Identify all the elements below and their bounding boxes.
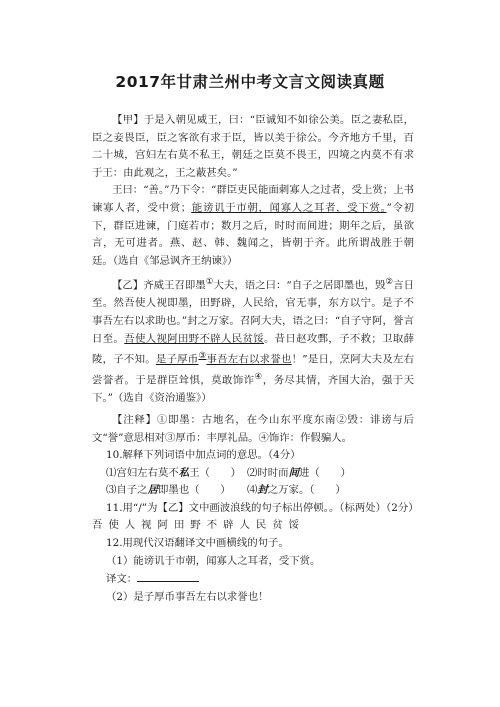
yi-text-a: 【乙】齐威王召即墨 [112, 279, 206, 292]
yi-text-f: ，务尽其情，齐国大治，强于天下。”（选自《资治通鉴》） [92, 374, 415, 405]
q10-item-1-pre: ⑴宫妇左右莫不 [106, 466, 179, 479]
q10-item-2-key: 间 [288, 466, 299, 479]
q10-stem: 10.解释下列词语中加点词的意思。（4分） [106, 449, 301, 462]
jia-p2-text-b: ”令初下，群臣进谏，门庭若市；数月之后，时时而间进；期年之后，虽欲言，无可进者。燕、赵、韩、魏闻之，皆朝于齐。此所谓战胜于朝廷。（选自《邹忌讽齐王纳谏》） [92, 201, 414, 267]
yi-text-c: 言日至。然吾使人视即墨，田野辟，人民给，官无事，东方以宁。是子不事吾左右以求助也。”封之万家。召阿大夫，语之曰：“自子守阿，誉言日至。 [92, 279, 415, 345]
yi-wavy-sentence: 吾使人视阿田野不辟人民贫馁 [124, 332, 264, 345]
passage-yi [92, 274, 414, 408]
q12-sentence-2: （2）是子厚币事吾左右以求誉也！ [106, 590, 269, 603]
q10-item-3 [92, 482, 247, 500]
yi-text-b: 大夫，语之曰：“自子之居即墨也，毁 [213, 279, 386, 292]
q10-item-2-post: 进（ ） [298, 466, 351, 479]
passage-jia-para2 [92, 182, 414, 270]
translation-label: 译文： [106, 573, 138, 586]
yi-underlined-part-2: 事吾左右以求誉也 [206, 353, 292, 366]
q12-sentence-1: （1）能谤讥于市朝，闻寡人之耳者，受下赏。 [106, 554, 321, 567]
q11-stem: 11.用“/”为【乙】文中画波浪线的句子标出停顿。。（标两处）（2分） [106, 501, 419, 514]
yi-underlined-part-1: 是子厚币 [155, 353, 199, 366]
notes: 【注释】①即墨：古地名，在今山东平度东南②毁：诽谤与后文“誉”意思相对③厚币：丰厚礼品。④饰诈：作假骗人。 [92, 413, 414, 444]
document-body [92, 112, 419, 606]
q10-item-4-pre: ⑷ [247, 484, 258, 497]
q10-item-1-key: 私 [178, 466, 190, 479]
q10-item-2 [247, 465, 351, 483]
q10-item-4-key: 封 [257, 484, 268, 497]
jia-p2-text-a: 王曰：“善。”乃下令：“群臣吏民能面刺寡人之过者，受上赏；上书谏寡人者，受中赏； [92, 184, 414, 214]
q10-item-1-post: 王（ ） [189, 466, 242, 479]
q10-item-4-post: 之万家。（ ） [267, 484, 346, 497]
q10-item-3-post: 即墨也（ ） [157, 484, 231, 497]
page-title: 2017年甘肃兰州中考文言文阅读真题 [115, 73, 385, 91]
jia-underlined-sentence: 能谤讥于市朝，闻寡人之耳者，受下赏。 [191, 201, 387, 214]
note-marker-1: ① [205, 277, 214, 288]
q11-sentence: 吾使人视阿田野不辟人民贫馁 [92, 519, 306, 532]
q10-item-3-key: 居 [147, 484, 158, 497]
yi-text-d: 。昔日赵攻鄄，子不救；卫取薛陵，子不知。 [92, 332, 415, 366]
q10-item-2-pre: ⑵时时而 [247, 466, 289, 479]
q10-item-1 [92, 465, 247, 483]
q10-item-3-pre: ⑶自子之 [106, 484, 148, 497]
q12-stem: 12.用现代汉语翻译文中画横线的句子。 [106, 537, 289, 550]
yi-text-e: ！”是日，烹阿大夫及左右尝誉者。于是群臣耸惧，莫敢饰诈 [92, 353, 415, 387]
q10-row-2 [92, 482, 414, 500]
note-marker-4: ④ [254, 372, 263, 383]
note-marker-2: ② [385, 277, 394, 288]
q12-translation-line [92, 570, 414, 589]
note-marker-3: ③ [198, 351, 207, 362]
translation-blank[interactable] [137, 570, 199, 582]
q10-item-4 [247, 482, 346, 500]
passage-jia-para1: 【甲】于是入朝见威王，曰：“臣诚知不如徐公美。臣之妻私臣，臣之妾畏臣，臣之客欲有求于臣，皆以美于徐公。今齐地方千里，百二十城，宫妇左右莫不私王，朝廷之臣莫不畏王，四境之内莫不有求于王：由此观之，王之蔽甚矣。” [92, 114, 414, 179]
q10-row-1 [92, 465, 414, 483]
